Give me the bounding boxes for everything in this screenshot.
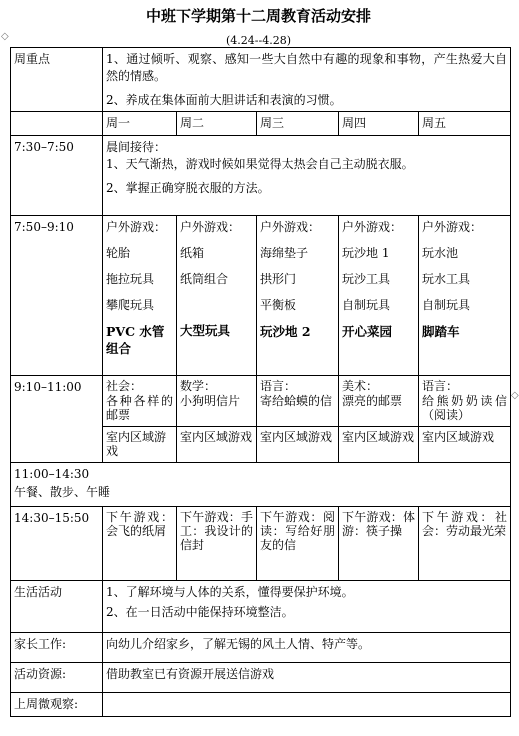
schedule-table <box>10 47 511 717</box>
outdoor-head: 户外游戏： <box>106 220 167 235</box>
outdoor-head: 户外游戏： <box>422 220 483 235</box>
afternoon-text: 下午游戏：社会：劳动最光荣 <box>422 509 508 538</box>
focus-item: 1、通过倾听、观察、感知一些大自然中有趣的现象和事物，产生热爱大自然的情感。 <box>106 52 508 83</box>
lesson-time: 9:10–11:00 <box>11 376 103 462</box>
afternoon-thu <box>339 506 419 580</box>
outdoor-fri <box>419 216 511 376</box>
day-header-tue: 周二 <box>177 112 257 136</box>
morning-time: 7:30–7:50 <box>11 136 103 216</box>
noon-time: 11:00–14:30 <box>14 466 90 481</box>
focus-item: 2、养成在集体面前大胆讲话和表演的习惯。 <box>106 92 342 107</box>
outdoor-tue <box>177 216 257 376</box>
resources-row <box>11 662 511 692</box>
resources-label: 活动资源: <box>11 662 103 692</box>
lesson-text: 小狗明信片 <box>180 393 241 408</box>
lesson-subject: 数学： <box>180 379 217 394</box>
morning-item: 2、掌握正确穿脱衣服的方法。 <box>106 180 270 195</box>
indoor-text: 室内区域游戏 <box>422 429 495 444</box>
outdoor-item: 自制玩具 <box>422 297 471 312</box>
morning-item: 1、天气渐热，游戏时候如果觉得太热会自己主动脱衣服。 <box>106 157 414 172</box>
noon-row <box>11 462 511 506</box>
day-header-thu: 周四 <box>339 112 419 136</box>
afternoon-time: 14:30–15:50 <box>11 506 103 580</box>
outdoor-item: 玩沙工具 <box>342 271 391 286</box>
afternoon-tue <box>177 506 257 580</box>
focus-row <box>11 48 511 112</box>
outdoor-feature: 大型玩具 <box>180 322 231 338</box>
page-title: 中班下学期第十二周教育活动安排 <box>145 7 371 25</box>
date-range: (4.24--4.28) <box>225 34 291 47</box>
outdoor-head: 户外游戏： <box>260 220 321 235</box>
lesson-text: 寄给蛤蟆的信 <box>260 393 333 408</box>
indoor-wed <box>257 426 339 462</box>
outdoor-head: 户外游戏： <box>342 220 403 235</box>
day-header-row <box>11 112 511 136</box>
outdoor-row <box>11 216 511 376</box>
lesson-mon <box>103 376 177 426</box>
life-label: 生活活动 <box>11 580 103 632</box>
focus-content <box>103 48 511 112</box>
morning-heading: 晨间接待： <box>106 140 167 155</box>
day-header-blank <box>11 112 103 136</box>
corner-mark: ◇ <box>1 31 9 42</box>
lesson-subject: 美术： <box>342 379 379 394</box>
noon-text: 午餐、散步、午睡 <box>14 485 111 500</box>
indoor-text: 室内区域游戏 <box>342 429 415 444</box>
outdoor-feature: 玩沙地 2 <box>260 323 311 339</box>
observation-text[interactable] <box>103 692 511 716</box>
indoor-tue <box>177 426 257 462</box>
focus-label: 周重点 <box>11 48 103 112</box>
indoor-text: 室内区域游戏 <box>106 429 167 458</box>
outdoor-item: 自制玩具 <box>342 297 391 312</box>
outdoor-time: 7:50–9:10 <box>11 216 103 376</box>
afternoon-text: 下午游戏：体游：筷子操 <box>342 509 415 538</box>
lesson-text: 给熊奶奶读信（阅读） <box>422 393 508 423</box>
noon-content <box>11 462 511 506</box>
lesson-subject: 语言： <box>422 379 459 394</box>
afternoon-mon <box>103 506 177 580</box>
lesson-subject: 语言： <box>260 379 297 394</box>
afternoon-text: 下午游戏：会飞的纸屑 <box>106 509 173 538</box>
day-header-fri: 周五 <box>419 112 511 136</box>
morning-row <box>11 136 511 216</box>
outdoor-item: 海绵垫子 <box>260 246 309 261</box>
outdoor-item: 平衡板 <box>260 297 297 312</box>
outdoor-item: 玩水工具 <box>422 271 471 286</box>
parents-label: 家长工作: <box>11 632 103 662</box>
observation-label: 上周微观察: <box>11 692 103 716</box>
afternoon-row <box>11 506 511 580</box>
life-content <box>103 580 511 632</box>
indoor-fri <box>419 426 511 462</box>
indoor-text: 室内区域游戏 <box>260 429 333 444</box>
outdoor-thu <box>339 216 419 376</box>
day-header-mon: 周一 <box>103 112 177 136</box>
outdoor-item: 拖拉玩具 <box>106 271 155 286</box>
side-mark: ◇ <box>511 390 519 401</box>
lesson-thu <box>339 376 419 426</box>
life-item: 2、在一日活动中能保持环境整洁。 <box>106 605 294 620</box>
lesson-row <box>11 376 511 426</box>
outdoor-item: 纸筒组合 <box>180 271 229 286</box>
outdoor-item: 玩水池 <box>422 246 459 261</box>
lesson-text: 各种各样的邮票 <box>106 393 173 423</box>
parents-text: 向幼儿介绍家乡，了解无锡的风土人情、特产等。 <box>103 632 511 662</box>
life-item: 1、了解环境与人体的关系，懂得要保护环境。 <box>106 584 354 599</box>
outdoor-item: 拱形门 <box>260 271 297 286</box>
afternoon-text: 下午游戏：阅读：写给好朋友的信 <box>260 509 335 553</box>
lesson-tue <box>177 376 257 426</box>
outdoor-item: 攀爬玩具 <box>106 297 155 312</box>
outdoor-mon <box>103 216 177 376</box>
life-row <box>11 580 511 632</box>
outdoor-feature: PVC 水管组合 <box>106 323 165 357</box>
indoor-thu <box>339 426 419 462</box>
indoor-text: 室内区域游戏 <box>180 429 253 444</box>
afternoon-fri <box>419 506 511 580</box>
outdoor-feature: 脚踏车 <box>422 323 460 339</box>
afternoon-text: 下午游戏：手工：我设计的信封 <box>180 509 253 553</box>
observation-row <box>11 692 511 716</box>
lesson-text: 漂亮的邮票 <box>342 393 403 408</box>
indoor-mon <box>103 426 177 462</box>
outdoor-item: 纸箱 <box>180 246 205 261</box>
outdoor-feature: 开心菜园 <box>342 323 393 339</box>
morning-content <box>103 136 511 216</box>
lesson-wed <box>257 376 339 426</box>
outdoor-item: 玩沙地 1 <box>342 246 390 261</box>
lesson-subject: 社会： <box>106 379 143 394</box>
outdoor-head: 户外游戏： <box>180 220 241 235</box>
day-header-wed: 周三 <box>257 112 339 136</box>
lesson-fri <box>419 376 511 426</box>
outdoor-wed <box>257 216 339 376</box>
outdoor-item: 轮胎 <box>106 246 131 261</box>
parents-row <box>11 632 511 662</box>
afternoon-wed <box>257 506 339 580</box>
resources-text: 借助教室已有资源开展送信游戏 <box>103 662 511 692</box>
